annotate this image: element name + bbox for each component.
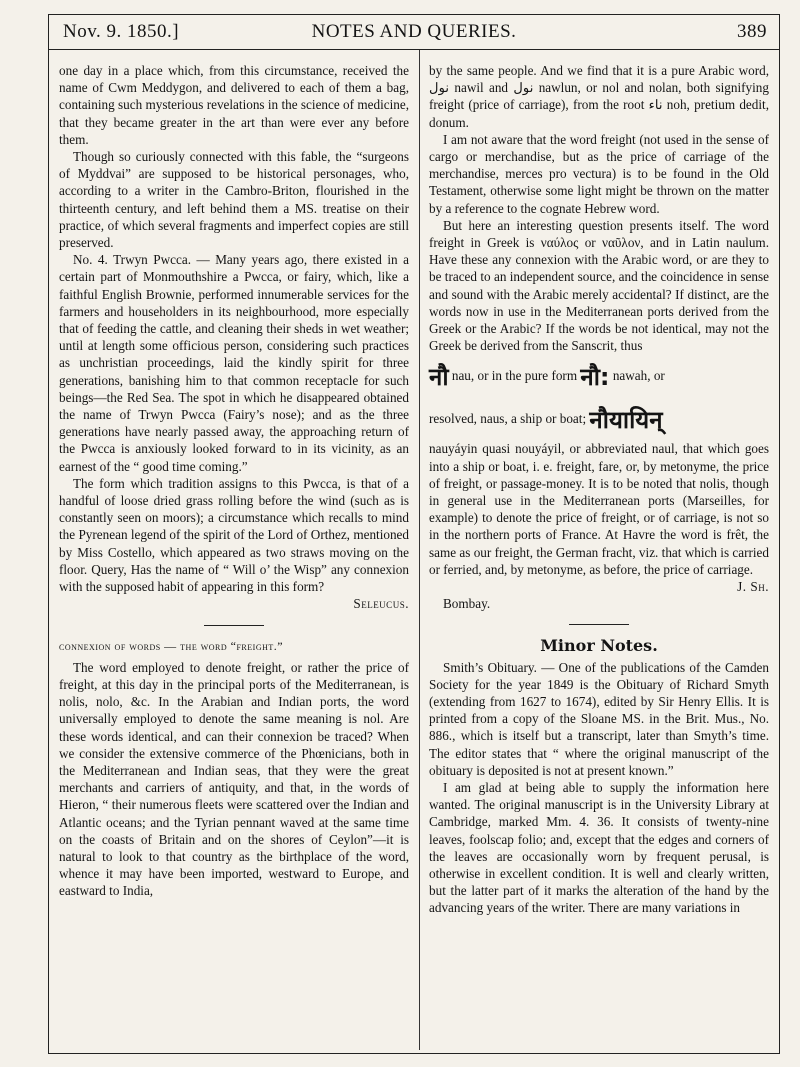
paragraph: nauyáyin quasi nouyáyil, or abbreviated naul, that which goes into a ship or boat, i. e. freight, fare, or, by metonyme, the price of freight, or passage-money. It is to be noted that nolis, though in general use in the Mediterranean ports (Marseilles, for example) to denote the price of freight, or of carriage, is not so in the northern ports of France. At Havre the word is frêt, the same as our freight, the German fracht, viz. that which is carried or ferried, and, by metonyme, as before, the price of carriage. [429,441,769,577]
paragraph: Smith’s Obituary. — One of the publications of the Camden Society for the year 1849 is the Obituary of Richard Smyth (extending from 1627 to 1674), edited by Sir Henry Ellis. It is printed from a copy of the Sloane MS. in the Brit. Mus., No. 886., which is itself but a transcript, later than Smyth’s time. The editor states that “ where the original manuscript of the obituary is deposited is not at present known.” [429,659,769,778]
sanskrit-word: नौ [429,363,449,392]
bottom-rule [49,1053,779,1054]
column-divider [419,50,420,1050]
header-title: NOTES AND QUERIES. [311,21,517,42]
section-rule [569,624,629,625]
place-name: Bombay. [443,596,491,612]
paragraph: by the same people. And we find that it is a pure Arabic word, نول nawil and نول nawlun, or nol and nolan, both signifying freight (price of carriage), from the root ناء noh, pretium dedit, donum. [429,63,770,130]
paragraph: No. 4. Trwyn Pwcca. — Many years ago, there existed in a certain part of Monmouthshire a Pwcca, or fairy, which, like a faithful English Brownie, performed innumerable services for the farmers and householders in its neighbourhood, more especially that of feeding the cattle, and cleaning their sheds in wet weather; until at length some officious person, considering such practices as unchristian proceedings, laid the kindly spirit for three generations, banishing him to that common receptacle for such beings—the Red Sea. The spot in which he disappeared obtained the name of Trwyn Pwcca (Fairy’s nose); and as the three generations have nearly passed away, the approaching return of the Pwcca is anxiously looked forward to in its vicinity, as an earnest of the “ good time coming.” [59,252,409,474]
page-number: 389 [737,21,767,42]
section-rule [204,625,264,626]
sanskrit-gloss: nau, or in the pure form [451,368,578,384]
page [48,14,780,1054]
sanskrit-gloss: nawah, or [612,368,665,384]
sanskrit-line [429,399,769,440]
paragraph: Though so curiously connected with this fable, the “surgeons of Myddvai” are supposed to be historical personages, who, according to a writer in the Cambro-Briton, flourished in the thirteenth century, and left behind them a MS. treatise on their practice, of which several fragments and imperfect copies are still preserved. [59,149,409,251]
sanskrit-word: नौ: [580,363,610,392]
header-date: Nov. 9. 1850.] [63,21,180,42]
paragraph: But here an interesting question presents itself. The word freight in Greek is ναύλος or ναῦλον, and in Latin naulum. Have these any connexion with the Arabic word, or are they to be traced to an independent source, and the coincidence in sense and sound with the Arabic merely accidental? If distinct, are the words now in use in the Mediterranean ports derived from the Greek or the Arabic? If the words be not identical, may not the Greek be derived from the Sanscrit, thus [429,217,769,354]
sanskrit-word: नौयायिन् [589,406,663,435]
page-header [49,14,779,50]
sanskrit-line [429,356,769,397]
signature: J. Sh. [737,579,769,595]
left-column [59,62,409,900]
sanskrit-gloss: resolved, naus, a ship or boat; [429,411,587,427]
paragraph: I am not aware that the word freight (not used in the sense of cargo or merchandise, but as the price of carriage of the merchandise, merces pro vectura) is to be found in the Old Testament, otherwise some light might be thrown on the matter by a reference to the cognate Hebrew word. [429,131,769,216]
right-column [429,62,769,917]
paragraph: The word employed to denote freight, or rather the price of freight, at this day in the principal ports of the Mediterranean, is nolis, nolo, &c. In the Arabian and Indian ports, the word universally employed to denote the same meaning is nol. Are these words identical, and can their connexion be traced? When we consider the extensive commerce of the Phœnicians, both in the Mediterranean and Indian seas, that they were the great merchants and carriers of antiquity, and that, in the words of Hieron, “ their numerous fleets were scattered over the Indian and Atlantic oceans; and the Tyrian pennant waved at the same time on the coasts of Britain and on the shores of Ceylon”—it is natural to look to that country as the birthplace of the word, whence it may have been imported, westward to Europe, and eastward to India, [59,659,409,899]
signature: Seleucus. [353,596,409,612]
section-heading: Minor Notes. [540,636,658,656]
paragraph: The form which tradition assigns to this Pwcca, is that of a handful of loose dried grass rolling before the wind (such as is constantly seen on moors); a circumstance which recalls to mind the Pyrenean legend of the spirit of the Lord of Orthez, mentioned by Miss Costello, which appeared as two straws moving on the floor. Query, Has the name of “ Will o’ the Wisp” any connexion with the supposed habit of appearing in this form? [59,475,409,595]
section-heading: connexion of words — the word “freight.” [59,638,284,653]
paragraph: one day in a place which, from this circumstance, received the name of Cwm Meddygon, and delivered to each of them a bag, containing such mysterious revelations in the science of medicine, that they became greater in the art than were ever any before them. [59,63,409,147]
paragraph: I am glad at being able to supply the information here wanted. The original manuscript is in the University Library at Cambridge, marked Mm. 4. 36. It consists of twenty-nine leaves, foolscap folio; and, except that the edges and corners of the leaves are occasionally worn by frequent perusal, is otherwise in excellent condition. It is well and clearly written, but the latter part of it marks the alteration of the hand by the advancing years of the writer. There are many variations in [429,780,769,916]
